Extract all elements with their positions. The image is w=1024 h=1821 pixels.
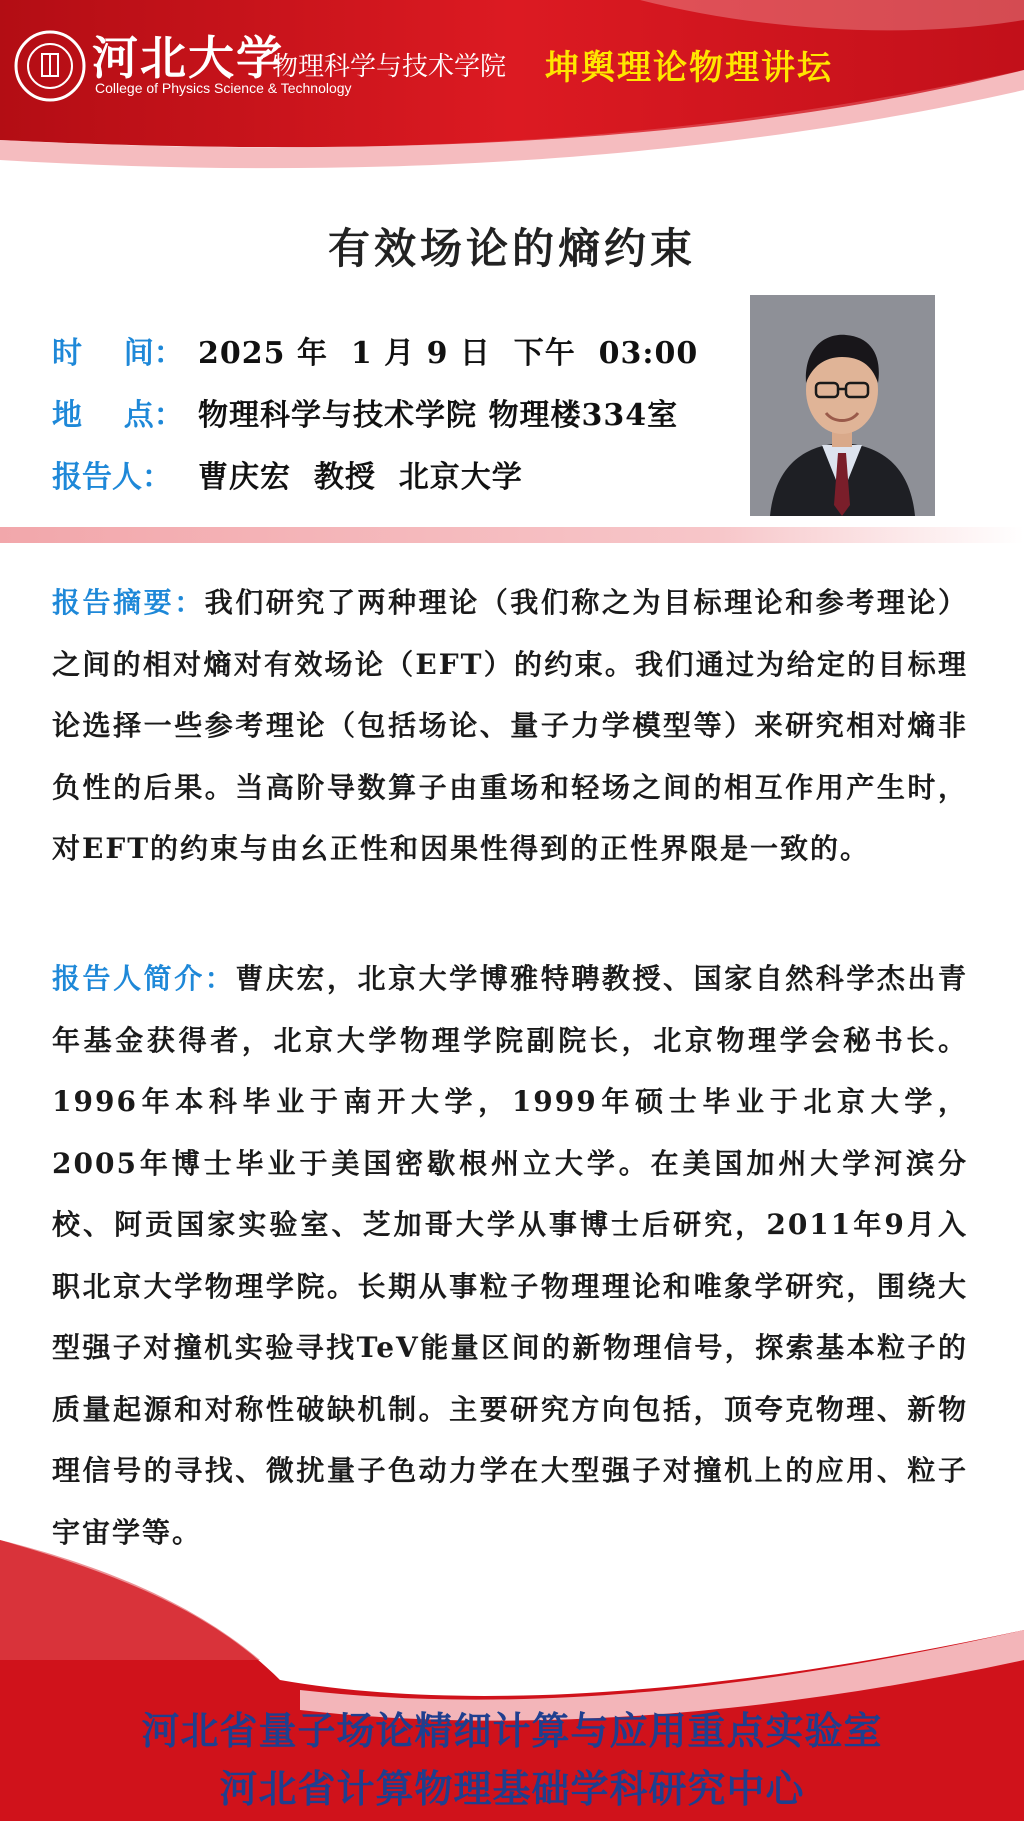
speaker-value: 曹庆宏 教授 北京大学 — [198, 460, 523, 495]
speaker-label: 报告人： — [52, 460, 172, 495]
place-label: 地 点： — [52, 398, 184, 433]
abstract-label: 报告摘要： — [52, 586, 205, 619]
bio-label: 报告人简介： — [52, 962, 236, 995]
abstract-text: 我们研究了两种理论（我们称之为目标理论和参考理论）之间的相对熵对有效场论（EFT）的约束。我们通过为给定的目标理论选择一些参考理论（包括场论、量子力学模型等）来研究相对熵非负性的后果。当高阶导数算子由重场和轻场之间的相互作用产生时，对EFT的约束与由幺正性和因果性得到的正性界限是一致的。 — [52, 586, 968, 865]
time-label: 时 间： — [52, 336, 184, 371]
section-divider — [0, 527, 1024, 543]
place-value: 物理科学与技术学院 物理楼334室 — [198, 398, 679, 433]
college-name-en: College of Physics Science & Technology — [95, 80, 352, 96]
place-row — [52, 388, 678, 436]
forum-name: 坤舆理论物理讲坛 — [545, 48, 833, 88]
speaker-row — [52, 450, 523, 498]
time-value: 2025 年 1 月 9 日 下午 03:00 — [198, 336, 699, 371]
university-seal-logo — [14, 30, 86, 102]
bio-paragraph — [52, 948, 968, 1563]
college-name: 物理科学与技术学院 — [272, 52, 507, 82]
footer-lab-name: 河北省量子场论精细计算与应用重点实验室 — [141, 1709, 883, 1753]
talk-title: 有效场论的熵约束 — [327, 224, 696, 273]
footer-center-name: 河北省计算物理基础学科研究中心 — [219, 1767, 805, 1811]
university-name: 河北大学 — [92, 31, 284, 85]
bio-text: 曹庆宏，北京大学博雅特聘教授、国家自然科学杰出青年基金获得者，北京大学物理学院副院长，北京物理学会秘书长。1996年本科毕业于南开大学，1999年硕士毕业于北京大学，2005年博士毕业于美国密歇根州立大学。在美国加州大学河滨分校、阿贡国家实验室、芝加哥大学从事博士后研究，2011年9月入职北京大学物理学院。长期从事粒子物理理论和唯象学研究，围绕大型强子对撞机实验寻找TeV能量区间的新物理信号，探索基本粒子的质量起源和对称性破缺机制。主要研究方向包括，顶夸克物理、新物理信号的寻找、微扰量子色动力学在大型强子对撞机上的应用、粒子宇宙学等。 — [52, 962, 968, 1549]
speaker-photo — [750, 295, 935, 516]
abstract-paragraph — [52, 572, 968, 880]
time-row — [52, 326, 698, 374]
